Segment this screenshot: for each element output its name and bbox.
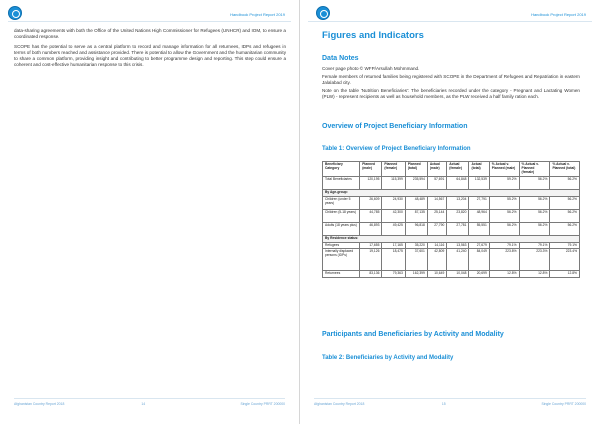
table-cell: 13,204 — [447, 196, 469, 209]
table-cell: 17,655 — [360, 242, 382, 249]
table-cell: 115,399 — [382, 176, 405, 189]
table-cell: 79.1% — [550, 242, 580, 249]
table-cell: 57,691 — [427, 176, 446, 189]
table-cell: 27,790 — [427, 222, 446, 235]
data-notes-heading: Data Notes — [322, 55, 359, 62]
footer-project-code: Single Country PRRT 200000 — [240, 402, 285, 406]
right-page — [300, 0, 600, 424]
table-row — [323, 176, 580, 189]
row-label: Refugees — [323, 242, 360, 249]
table-cell: 46,893 — [360, 222, 382, 235]
table-cell: 87,135 — [405, 209, 427, 222]
table-cell: 56.2% — [519, 196, 550, 209]
table-cell: 42,300 — [382, 209, 405, 222]
table-group-row — [323, 235, 580, 242]
row-label: Internally displaced persons (IDPs) — [323, 249, 360, 271]
table-cell: 56.2% — [519, 209, 550, 222]
table-cell: 96,818 — [405, 222, 427, 235]
data-note-2: Female members of returned families being registered with SCOPE in the Department of Refugees and Repatriation in eastern Jalalabad city. — [322, 74, 580, 86]
table1-caption: Table 1: Overview of Project Beneficiary Information — [322, 146, 471, 152]
row-label: Children (under 5 years) — [323, 196, 360, 209]
data-note-3: Note on the table 'Nutrition Beneficiaries': The beneficiaries recorded under the category - Pregnant and Lactating Women (PLW) - represent recipients as well as household members, as the PLW received a half family ration each. — [322, 88, 580, 100]
table-cell: 56.2% — [519, 176, 550, 189]
table-row — [323, 209, 580, 222]
header-title: Handbook Project Report 2019 — [531, 12, 586, 17]
table-cell: 223.4% — [550, 249, 580, 271]
table-cell: 41,240 — [447, 249, 469, 271]
table-cell: 49,425 — [382, 222, 405, 235]
header-title: Handbook Project Report 2019 — [230, 12, 285, 17]
table-cell: 14,567 — [427, 196, 446, 209]
table-cell: 56.2% — [550, 222, 580, 235]
table-cell: 27,791 — [469, 196, 489, 209]
table-cell: 64,848 — [447, 176, 469, 189]
table-cell: 132,539 — [469, 176, 489, 189]
footer-page-number: 15 — [441, 402, 446, 406]
table-row — [323, 222, 580, 235]
table-cell: 27,781 — [447, 222, 469, 235]
table-cell: 37,601 — [405, 249, 427, 271]
col-header: % Actual v. Planned (male) — [489, 162, 519, 177]
table-cell: 12.8% — [550, 271, 580, 278]
participants-heading: Participants and Beneficiaries by Activity and Modality — [322, 331, 504, 338]
left-paragraph-2: SCOPE has the potential to serve as a central platform to record and manage information for all returnees, IDPs and refugees in terms of both numbers reached and assistance provided. There is potential to allow the Government and the humanitarian community to share a common platform, providing insight and contributing to better programme design and reporting. This step could ensure a coherent and cost-effective humanitarian response to this crisis. — [14, 44, 286, 68]
table-cell: 79.1% — [519, 242, 550, 249]
beneficiary-table — [322, 161, 580, 278]
table-cell: 26,609 — [360, 196, 382, 209]
data-note-1: Cover page photo © WFP/Arsullah Mohmmand. — [322, 66, 420, 71]
table-row — [323, 242, 580, 249]
table-row — [323, 271, 580, 278]
header-rule — [308, 21, 592, 22]
group-label: By Age-group: — [323, 189, 580, 196]
overview-heading: Overview of Project Beneficiary Information — [322, 123, 468, 130]
table-cell: 223.3% — [519, 249, 550, 271]
table-cell: 23,820 — [447, 209, 469, 222]
header-rule — [8, 21, 291, 22]
table-cell: 10,649 — [427, 271, 446, 278]
table-cell: 48,489 — [405, 196, 427, 209]
table-cell: 56.2% — [550, 209, 580, 222]
footer-page-number: 14 — [141, 402, 146, 406]
table-cell: 83,136 — [360, 271, 382, 278]
table-cell: 25,144 — [427, 209, 446, 222]
table-cell: 18,475 — [382, 249, 405, 271]
table-cell: 14,116 — [427, 242, 446, 249]
footer-project-code: Single Country PRRT 200000 — [541, 402, 586, 406]
wfp-logo-icon — [316, 6, 330, 20]
col-header: Planned (female) — [382, 162, 405, 177]
table-cell: 56.2% — [519, 222, 550, 235]
table-cell: 19,126 — [360, 249, 382, 271]
table-row — [323, 196, 580, 209]
table-cell: 12.8% — [489, 271, 519, 278]
left-footer — [14, 398, 285, 406]
table-cell: 235,594 — [405, 176, 427, 189]
page-title: Figures and Indicators — [322, 30, 424, 41]
footer-report-name: Afghanistan Country Report 2018 — [314, 402, 365, 406]
col-header: Planned (male) — [360, 162, 382, 177]
table-cell: 55.2% — [489, 196, 519, 209]
col-header: Beneficiary Category — [323, 162, 360, 177]
table-cell: 44,785 — [360, 209, 382, 222]
table-cell: 56.2% — [550, 176, 580, 189]
table-cell: 24,930 — [382, 196, 405, 209]
table-cell: 79,363 — [382, 271, 405, 278]
table-cell: 35,220 — [405, 242, 427, 249]
table-cell: 79.1% — [489, 242, 519, 249]
row-label: Total Beneficiaries — [323, 176, 360, 189]
table-cell: 48,964 — [469, 209, 489, 222]
row-label: Returnees — [323, 271, 360, 278]
table-cell: 13,563 — [447, 242, 469, 249]
table-cell: 59.2% — [489, 176, 519, 189]
col-header: Actual (total) — [469, 162, 489, 177]
wfp-logo-icon — [8, 6, 22, 20]
table-group-row — [323, 189, 580, 196]
right-footer — [314, 398, 586, 406]
group-label: By Residence status: — [323, 235, 580, 242]
row-label: Adults (18 years plus) — [323, 222, 360, 235]
table-cell: 162,399 — [405, 271, 427, 278]
table-cell: 56.2% — [489, 209, 519, 222]
table-cell: 56.2% — [489, 222, 519, 235]
left-paragraph-1: data-sharing agreements with both the Office of the United Nations High Commissioner for Refugees (UNHCR) and IOM, to ensure a coordinated response. — [14, 28, 286, 40]
table-cell: 42,809 — [427, 249, 446, 271]
table-cell: 10,048 — [447, 271, 469, 278]
table-cell: 12.8% — [519, 271, 550, 278]
col-header: Actual (male) — [427, 162, 446, 177]
table-header-row — [323, 162, 580, 177]
table-cell: 20,699 — [469, 271, 489, 278]
row-label: Children (5-18 years) — [323, 209, 360, 222]
table-cell: 27,679 — [469, 242, 489, 249]
table-cell: 17,165 — [382, 242, 405, 249]
col-header: Actual (female) — [447, 162, 469, 177]
table-cell: 223.8% — [489, 249, 519, 271]
table-cell: 55,551 — [469, 222, 489, 235]
col-header: % Actual v. Planned (female) — [519, 162, 550, 177]
table-cell: 120,195 — [360, 176, 382, 189]
col-header: Planned (total) — [405, 162, 427, 177]
table-cell: 84,049 — [469, 249, 489, 271]
table-cell: 56.2% — [550, 196, 580, 209]
footer-report-name: Afghanistan Country Report 2018 — [14, 402, 65, 406]
table-row — [323, 249, 580, 271]
col-header: % Actual v. Planned (total) — [550, 162, 580, 177]
table2-caption: Table 2: Beneficiaries by Activity and Modality — [322, 355, 454, 361]
